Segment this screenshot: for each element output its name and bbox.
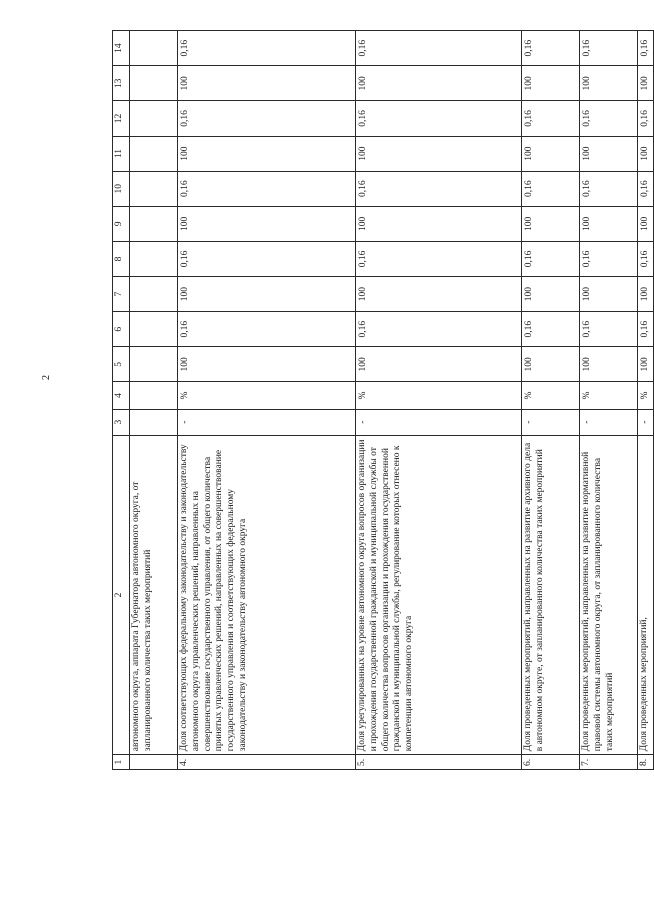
value-cell: 100 bbox=[522, 66, 580, 101]
value-cell: 0,16 bbox=[522, 241, 580, 276]
value-cell: 100 bbox=[580, 347, 638, 382]
value-cell: 100 bbox=[522, 347, 580, 382]
value-cell: 100 bbox=[356, 66, 522, 101]
value-cell bbox=[130, 101, 178, 136]
indicator-name: Доля соответствующих федеральному законодательству и законодательству автономного округа управленческих решений, направленных на совершенствование государственного управления, от общего количества принятых управленческих решений, направленных на совершенствование государственного управления и соответствующих федеральному законодательству и законодательству автономного округа bbox=[178, 435, 356, 755]
value-cell: 0,16 bbox=[178, 101, 356, 136]
value-cell: 0,16 bbox=[356, 241, 522, 276]
value-cell: 0,16 bbox=[638, 171, 654, 206]
header-cell: 13 bbox=[113, 66, 130, 101]
table-row bbox=[580, 31, 638, 770]
value-cell: 100 bbox=[356, 206, 522, 241]
table-row bbox=[522, 31, 580, 770]
value-cell: 100 bbox=[580, 136, 638, 171]
indicator-name: Доля урегулированных на уровне автономного округа вопросов организации и прохождения государственной гражданской и муниципальной службы от общего количества вопросов организации и прохождения государственной гражданской и муниципальной службы, регулирование которых отнесено к компетенции автономного округа bbox=[356, 435, 522, 755]
value-cell: 0,16 bbox=[580, 31, 638, 66]
value-cell: 100 bbox=[580, 277, 638, 312]
value-cell: 100 bbox=[356, 277, 522, 312]
base-value: - bbox=[522, 409, 580, 435]
unit: % bbox=[522, 382, 580, 409]
value-cell: 100 bbox=[356, 136, 522, 171]
value-cell: 0,16 bbox=[638, 101, 654, 136]
value-cell bbox=[130, 312, 178, 347]
value-cell: 0,16 bbox=[178, 312, 356, 347]
value-cell: 0,16 bbox=[356, 31, 522, 66]
header-cell: 7 bbox=[113, 277, 130, 312]
header-cell: 3 bbox=[113, 409, 130, 435]
value-cell bbox=[130, 31, 178, 66]
indicator-name: Доля проведенных мероприятий, bbox=[638, 435, 654, 755]
table-row bbox=[130, 31, 178, 770]
indicators-table bbox=[112, 30, 654, 770]
header-cell: 12 bbox=[113, 101, 130, 136]
table-row bbox=[178, 31, 356, 770]
indicator-name: Доля проведенных мероприятий, направленных на развитие архивного дела в автономном округе, от запланированного количества таких мероприятий bbox=[522, 435, 580, 755]
page-number: 2 bbox=[41, 375, 52, 380]
value-cell: 100 bbox=[178, 206, 356, 241]
value-cell bbox=[130, 241, 178, 276]
unit: % bbox=[356, 382, 522, 409]
row-number bbox=[130, 755, 178, 770]
header-cell: 10 bbox=[113, 171, 130, 206]
base-value: - bbox=[356, 409, 522, 435]
value-cell: 100 bbox=[522, 277, 580, 312]
value-cell: 0,16 bbox=[522, 31, 580, 66]
value-cell: 100 bbox=[580, 66, 638, 101]
value-cell: 100 bbox=[178, 136, 356, 171]
value-cell bbox=[130, 277, 178, 312]
value-cell bbox=[130, 136, 178, 171]
header-cell: 1 bbox=[113, 755, 130, 770]
header-cell: 11 bbox=[113, 136, 130, 171]
value-cell: 0,16 bbox=[522, 101, 580, 136]
value-cell: 0,16 bbox=[580, 171, 638, 206]
header-cell: 8 bbox=[113, 241, 130, 276]
base-value bbox=[130, 409, 178, 435]
table-row bbox=[638, 31, 654, 770]
header-cell: 4 bbox=[113, 382, 130, 409]
value-cell: 0,16 bbox=[580, 241, 638, 276]
value-cell: 0,16 bbox=[356, 101, 522, 136]
value-cell: 100 bbox=[638, 136, 654, 171]
value-cell: 0,16 bbox=[638, 31, 654, 66]
header-row bbox=[113, 31, 130, 770]
table-body bbox=[130, 31, 654, 770]
row-number: 5. bbox=[356, 755, 522, 770]
value-cell: 100 bbox=[580, 206, 638, 241]
value-cell: 0,16 bbox=[580, 312, 638, 347]
header-cell: 5 bbox=[113, 347, 130, 382]
base-value: - bbox=[638, 409, 654, 435]
unit: % bbox=[580, 382, 638, 409]
unit: % bbox=[178, 382, 356, 409]
value-cell: 100 bbox=[178, 347, 356, 382]
value-cell: 0,16 bbox=[522, 312, 580, 347]
value-cell bbox=[130, 171, 178, 206]
unit bbox=[130, 382, 178, 409]
value-cell bbox=[130, 206, 178, 241]
base-value: - bbox=[580, 409, 638, 435]
table-row bbox=[356, 31, 522, 770]
unit: % bbox=[638, 382, 654, 409]
header-cell: 9 bbox=[113, 206, 130, 241]
value-cell: 100 bbox=[356, 347, 522, 382]
value-cell: 100 bbox=[638, 347, 654, 382]
value-cell: 100 bbox=[178, 66, 356, 101]
value-cell: 0,16 bbox=[638, 312, 654, 347]
base-value: - bbox=[178, 409, 356, 435]
row-number: 4. bbox=[178, 755, 356, 770]
indicator-name: автономного округа, аппарата Губернатора автономного округа, от запланированного количества таких мероприятий bbox=[130, 435, 178, 755]
header-cell: 14 bbox=[113, 31, 130, 66]
value-cell bbox=[130, 66, 178, 101]
header-cell: 6 bbox=[113, 312, 130, 347]
value-cell: 100 bbox=[522, 136, 580, 171]
value-cell: 0,16 bbox=[580, 101, 638, 136]
value-cell: 100 bbox=[522, 206, 580, 241]
value-cell: 100 bbox=[638, 206, 654, 241]
row-number: 7. bbox=[580, 755, 638, 770]
value-cell: 0,16 bbox=[356, 312, 522, 347]
header-cell: 2 bbox=[113, 435, 130, 755]
value-cell: 100 bbox=[638, 66, 654, 101]
row-number: 6. bbox=[522, 755, 580, 770]
value-cell bbox=[130, 347, 178, 382]
value-cell: 0,16 bbox=[178, 171, 356, 206]
value-cell: 100 bbox=[638, 277, 654, 312]
rotated-table-frame bbox=[112, 30, 650, 770]
value-cell: 100 bbox=[178, 277, 356, 312]
indicator-name: Доля проведенных мероприятий, направленных на развитие нормативной правовой системы автономного округа, от запланированного количества таких мероприятий bbox=[580, 435, 638, 755]
value-cell: 0,16 bbox=[638, 241, 654, 276]
value-cell: 0,16 bbox=[356, 171, 522, 206]
value-cell: 0,16 bbox=[522, 171, 580, 206]
value-cell: 0,16 bbox=[178, 31, 356, 66]
value-cell: 0,16 bbox=[178, 241, 356, 276]
row-number: 8. bbox=[638, 755, 654, 770]
